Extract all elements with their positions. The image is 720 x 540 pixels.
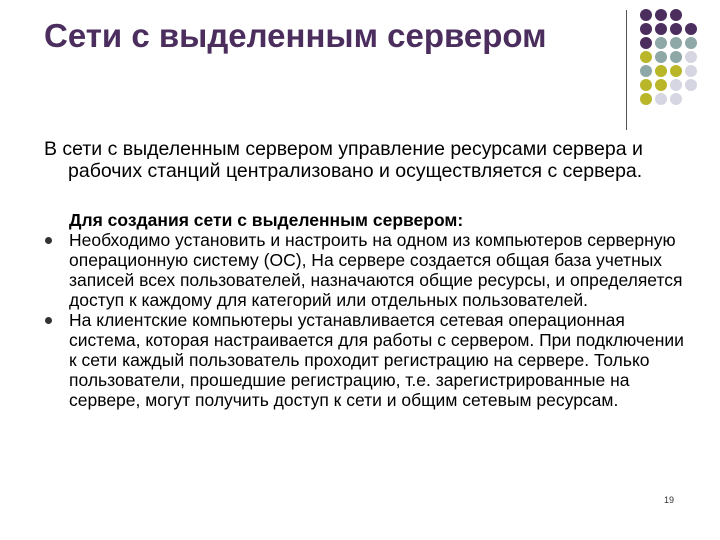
page-number: 19 — [664, 495, 675, 505]
decorative-dot — [655, 23, 667, 35]
bullet-item — [44, 310, 684, 410]
decorative-dot — [655, 65, 667, 77]
decorative-dot — [640, 51, 652, 63]
bullet-dot-icon — [45, 317, 52, 324]
decorative-dot — [670, 23, 682, 35]
bullet-item — [44, 230, 684, 310]
decorative-dot — [670, 93, 682, 105]
decorative-dot — [685, 65, 697, 77]
bullet-dot-icon — [45, 237, 52, 244]
decorative-dot — [685, 79, 697, 91]
decorative-dot — [655, 37, 667, 49]
decorative-dot — [640, 9, 652, 21]
decorative-dot — [685, 23, 697, 35]
decorative-dot — [685, 9, 697, 21]
bullet-text: На клиентские компьютеры устанавливается сетевая операционная система, которая настраивается для работы с сервером. При подключении к сети каждый пользователь проходит регистрацию на сервере. Только пользователи, прошедшие регистрацию, т.е. зарегистрированные на сервере, могут получить доступ к сети и общим сетевым ресурсам. — [69, 310, 684, 410]
decorative-dot — [640, 23, 652, 35]
decorative-dot — [655, 79, 667, 91]
decorative-dot — [670, 51, 682, 63]
decorative-dot-grid — [640, 9, 697, 105]
decorative-dot — [640, 93, 652, 105]
slide-title: Сети с выделенным сервером — [44, 17, 547, 54]
decorative-dot — [640, 79, 652, 91]
section-subheading: Для создания сети с выделенным сервером: — [69, 210, 464, 230]
bullet-list — [44, 230, 684, 410]
decorative-dot — [640, 37, 652, 49]
bullet-text: Необходимо установить и настроить на одном из компьютеров серверную операционную систему (ОС), На сервере создается общая база учетных записей всех пользователей, назначаются общие ресурсы, и определяется доступ к каждому для категорий или отдельных пользователей. — [69, 230, 683, 310]
decorative-dot — [670, 37, 682, 49]
decorative-dot — [640, 65, 652, 77]
decorative-dot — [670, 9, 682, 21]
decorative-dot — [655, 93, 667, 105]
decorative-dot — [685, 37, 697, 49]
decorative-dot — [655, 51, 667, 63]
decorative-dot — [685, 93, 697, 105]
decorative-dot — [670, 65, 682, 77]
decorative-dot — [685, 51, 697, 63]
title-divider — [626, 10, 627, 130]
intro-paragraph: В сети с выделенным сервером управление ресурсами сервера и рабочих станций централизовано и осуществляется с сервера. — [44, 138, 643, 182]
decorative-dot — [655, 9, 667, 21]
decorative-dot — [670, 79, 682, 91]
